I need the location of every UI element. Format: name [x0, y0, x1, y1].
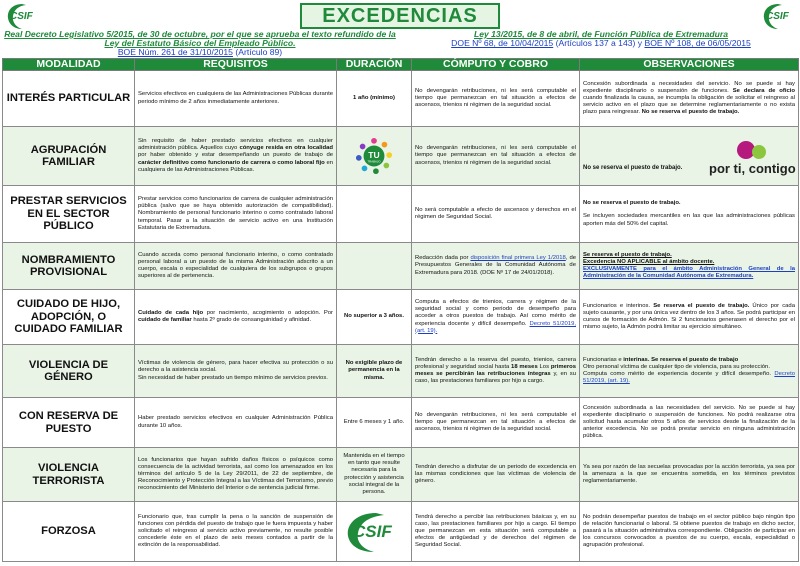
duracion-cell: [337, 502, 412, 562]
computo-cell: [412, 290, 580, 345]
document-title: EXCEDENCIAS: [322, 4, 478, 27]
requisitos-cell: Los funcionarios que hayan sufrido daños físicos o psíquicos como consecuencia de la actividad terrorista, así como los amenazados en los términos del artículo 5 de la Ley 29/2011, de 22 de septiembre, de Reconocimiento y Protección Integral a las Víctimas del Terrorismo, previo reconocimiento del Ministerio del Interior o de sentencia judicial firme.: [135, 448, 337, 502]
observaciones-cell: Ya sea por razón de las secuelas provocadas por la acción terrorista, ya sea por la amenaza a la que se encuentra sometida, en los términos previstos reglamentariamente.: [580, 448, 799, 502]
ley-link[interactable]: disposición final primera Ley 1/2018: [470, 255, 566, 262]
law-articles-regional: (Artículos 137 a 143) y: [555, 38, 643, 48]
computo-text: Los: [539, 363, 550, 370]
table-row: [3, 71, 799, 127]
column-header-computo: CÓMPUTO Y COBRO: [412, 59, 580, 71]
modalidad-cell: CON RESERVA DE PUESTO: [3, 398, 135, 448]
law-reference-regional: [404, 30, 798, 48]
req-text: hasta 2º grado de consanguinidad y afinidad.: [193, 317, 312, 323]
obs-text-blue: EXCLUSIVAMENTE para el ámbito Administración General de la Administración de la Comunidad Autónoma de Extremadura.: [583, 266, 795, 280]
obs-text: Concesión subordinada a necesidades del servicio. No se puede si hay expediente disciplinario o suspensión de funciones.: [583, 80, 795, 94]
modalidad-cell: VIOLENCIA DE GÉNERO: [3, 345, 135, 398]
csif-logo-right: [760, 2, 796, 30]
computo-cell: No devengarán retribuciones, ni les será computable el tiempo que permanezcan en tal situación a efectos de ascensos, trienios ni régimen de la seguridad social.: [412, 398, 580, 448]
computo-text: Redacción dada por: [415, 255, 469, 262]
decreto-link[interactable]: Decreto 51/2019, (art. 19).: [583, 371, 796, 385]
observaciones-cell: [580, 345, 799, 398]
column-header-duracion: DURACIÓN: [337, 59, 412, 71]
req-text: Sin necesidad de haber prestado un tiempo mínimo de servicios previos.: [138, 374, 328, 381]
modalidad-cell: VIOLENCIA TERRORISTA: [3, 448, 135, 502]
obs-text: Computa como mérito de experiencia docente y difícil desempeño.: [583, 371, 771, 377]
requisitos-cell: Haber prestado servicios efectivos en cualquier Administración Pública durante 10 años.: [135, 398, 337, 448]
observaciones-cell: [580, 186, 799, 243]
req-text: Por: [323, 309, 334, 316]
req-text-bold: carácter definitivo como funcionario de carrera o como laboral fijo: [138, 159, 325, 166]
computo-text: , de Presupuestos Generales de la Comunidad Autónoma de Extremadura para 2018. (DOE Nº 17 de 24/01/2018).: [415, 255, 577, 276]
table-row: [3, 186, 799, 243]
svg-text:TRABAJO: TRABAJO: [367, 159, 381, 164]
req-text: por haber obtenido y estar desempeñando un puesto de trabajo de: [138, 152, 333, 159]
law-article-state: (Artículo 89): [235, 47, 283, 57]
obs-text-bold: Se reserva el puesto de trabajo.: [583, 251, 672, 258]
svg-text:CSIF: CSIF: [10, 11, 33, 22]
obs-text-bold: No se reserva el puesto de trabajo.: [583, 165, 683, 171]
req-text: Víctimas de violencia de género, para hacer efectiva su protección o su derecho a la asistencia social.: [138, 360, 333, 374]
computo-cell: No será computable a efecto de ascensos y derechos en el régimen de Seguridad Social.: [412, 186, 580, 243]
obs-text: Concesión subordinada a las necesidades del servicio.: [583, 404, 736, 411]
excedencias-table: [2, 58, 799, 562]
document-title-box: [300, 3, 500, 29]
document-header: [0, 0, 800, 56]
obs-text-bold: No se reserva el puesto de trabajo.: [641, 109, 740, 116]
computo-text-bold: 18 meses: [511, 363, 538, 370]
requisitos-cell: Cuando acceda como personal funcionario interino, o como contratado personal laboral a un puesto de la misma Administración adscrito a un cuerpo, escala o especialidad de cualquiera de los subgrupos o grupos superiores al de pertenencia.: [135, 243, 337, 290]
obs-text: No se podrá prestar servicio en ninguna administración pública.: [583, 426, 795, 440]
obs-text-bold: Se reserva el puesto de trabajo.: [653, 302, 750, 309]
obs-text-bold: No se reserva el puesto de trabajo.: [583, 200, 681, 207]
svg-text:TU: TU: [368, 149, 380, 160]
obs-text: Se incluyen sociedades mercantiles en las que las administraciones públicas aporten más del 50% del capital.: [583, 213, 795, 227]
obs-text: cuando finalizada la causa, se incumpla la obligación de solicitar el reingreso al servicio activo en el plazo que se determine reglamentariamente o no exista plazo para reingresar.: [583, 94, 795, 116]
req-text-bold: cónyuge resida en otra localidad: [239, 145, 333, 152]
modalidad-cell: NOMBRAMIENTO PROVISIONAL: [3, 243, 135, 290]
requisitos-cell: Servicios efectivos en cualquiera de las Administraciones Públicas durante periodo mínimo de 2 años inmediatamente anteriores.: [135, 71, 337, 127]
column-header-requisitos: REQUISITOS: [135, 59, 337, 71]
observaciones-cell: [580, 290, 799, 345]
boe-link-state[interactable]: BOE Núm. 261 de 31/10/2015: [117, 47, 233, 57]
duracion-cell: Entre 6 meses y 1 año.: [337, 398, 412, 448]
observaciones-cell: [580, 243, 799, 290]
modalidad-cell: AGRUPACIÓN FAMILIAR: [3, 127, 135, 186]
modalidad-cell: FORZOSA: [3, 502, 135, 562]
obs-text-bold: Excedencia NO APLICABLE al ámbito docente.: [583, 258, 715, 265]
doe-link[interactable]: DOE Nº 68, de 10/04/2015: [451, 38, 554, 48]
computo-text: Tendrán derecho a la reserva del puesto, trienios, carrera profesional y seguridad social hasta: [415, 356, 576, 370]
table-row: [3, 290, 799, 345]
column-header-modalidad: MODALIDAD: [3, 59, 135, 71]
duracion-cell: [337, 243, 412, 290]
modalidad-cell: CUIDADO DE HIJO, ADOPCIÓN, O CUIDADO FAMILIAR: [3, 290, 135, 345]
column-header-observaciones: OBSERVACIONES: [580, 59, 799, 71]
observaciones-cell: No podrán desempeñar puestos de trabajo en el sector público bajo ningún tipo de relación funcionarial o laboral. Si obtiene puestos de trabajo en dicho sector, pasará a la situación administrativa correspondiente. Obligación de participar en los concursos convocados a puestos de su cuerpo, escala, especialidad o agrupación profesional.: [580, 502, 799, 562]
requisitos-cell: [135, 127, 337, 186]
duracion-cell: No exigible plazo de permanencia en la misma.: [337, 345, 412, 398]
computo-cell: Tendrá derecho a percibir las retribuciones básicas y, en su caso, las prestaciones familiares por hijo a cargo. El tiempo que permanezcan en esta situación será computable a efectos de antigüedad y de derechos del régimen de Seguridad Social.: [412, 502, 580, 562]
table-row: [3, 398, 799, 448]
req-text: Sin requisito de haber prestado servicios efectivos en cualquier administración pública. Aquellos cuyo: [138, 138, 333, 152]
obs-text-bold: Se declara de oficio: [732, 87, 795, 94]
obs-text: Funcionarios e interinos.: [583, 302, 651, 309]
obs-text: No se puede si hay expediente disciplinario o suspensión de funciones. No podrá realizarse otra solicitud hasta acumular otros 5 años de servicios desde la finalización de la anterior excedencia.: [583, 404, 795, 433]
obs-text-bold: interinas. Se reserva el puesto de trabajo: [623, 356, 739, 363]
observaciones-cell: [580, 71, 799, 127]
computo-cell: No devengarán retribuciones, ni les será computable el tiempo que permanezcan en tal situación a efectos de ascensos, trienios ni régimen de la seguridad social.: [412, 71, 580, 127]
req-text: por nacimiento, acogimiento o adopción.: [206, 309, 321, 316]
table-row: [3, 127, 799, 186]
law-reference-state: [2, 30, 398, 57]
computo-cell: No devengarán retribuciones, ni les será computable el tiempo que permanezcan en tal situación a efectos de ascensos, trienios ni régimen de la seguridad social.: [412, 127, 580, 186]
duracion-cell: No superior a 3 años.: [337, 290, 412, 345]
modalidad-cell: PRESTAR SERVICIOS EN EL SECTOR PÚBLICO: [3, 186, 135, 243]
tu-trabajo-logo: [355, 137, 393, 175]
svg-text:CSIF: CSIF: [766, 11, 789, 22]
table-row: [3, 345, 799, 398]
boe-link-regional[interactable]: BOE Nº 108, de 06/05/2015: [644, 38, 751, 48]
computo-text-bold: primeros meses se percibirán las retribuciones íntegras: [415, 363, 577, 377]
svg-text:CSIF: CSIF: [353, 521, 392, 541]
duracion-cell: [337, 127, 412, 186]
obs-text: Único por cada sujeto causante, y por una única vez dentro de los 3 años. Se podrá participar en cursos de formación de Admón. Si 2 funcionarios generasen el derecho por el mismo sujeto, la Admón podrá limitar su ejercicio simultáneo.: [583, 302, 795, 331]
por-ti-contigo-logo: [709, 140, 796, 176]
table-row: [3, 502, 799, 562]
table-row: [3, 243, 799, 290]
observaciones-cell: [580, 398, 799, 448]
computo-cell: Tendrán derecho a disfrutar de un periodo de excedencia en las mismas condiciones que las víctimas de violencia de género.: [412, 448, 580, 502]
requisitos-cell: Funcionario que, tras cumplir la pena o la sanción de suspensión de funciones con pérdida del puesto de trabajo que le fuera impuesta y haber solicitado el reingreso al servicio activo previamente, no resulte posible concederle éste en el plazo de seis meses contados a partir de la extinción de la responsabilidad.: [135, 502, 337, 562]
computo-cell: [412, 243, 580, 290]
requisitos-cell: [135, 345, 337, 398]
law-title-regional: Ley 13/2015, de 8 de abril, de Función Pública de Extremadura: [473, 29, 729, 39]
modalidad-cell: INTERÉS PARTICULAR: [3, 71, 135, 127]
obs-text: Otro personal víctima de cualquier tipo de violencia, para su protección.: [583, 363, 770, 370]
duracion-cell: [337, 186, 412, 243]
csif-logo-center: [340, 511, 410, 553]
table-header-row: [3, 59, 799, 71]
table-row: [3, 448, 799, 502]
speech-bubbles-icon: [732, 140, 772, 162]
duracion-cell: 1 año (mínimo): [337, 71, 412, 127]
computo-text: y, en su caso, las prestaciones familiares por hijo a cargo.: [415, 371, 576, 385]
slogan-text: por ti, contigo: [709, 161, 796, 176]
requisitos-cell: [135, 290, 337, 345]
req-text: en cualquiera de las Administraciones Públicas.: [138, 159, 333, 173]
computo-cell: [412, 345, 580, 398]
duracion-cell: Mantenida en el tiempo en tanto que resulte necesaria para la protección y asistencia social integral de la persona.: [337, 448, 412, 502]
csif-logo-left: [4, 2, 40, 30]
law-title-state: Real Decreto Legislativo 5/2015, de 30 de octubre, por el que se aprueba el texto refundido de la Ley del Estatuto Básico del Empleado Público.: [4, 29, 396, 48]
req-text-bold: cuidado de familiar: [138, 317, 192, 323]
requisitos-cell: Prestar servicios como funcionarios de carrera de cualquier administración pública (salvo que se haya obtenido autorización de compatibilidad). Nombramiento de personal funcionario interino o como contratado laboral temporal. Pasar a la situación de servicio activo en una Institución Estatutaria de Extremadura.: [135, 186, 337, 243]
observaciones-cell: [580, 127, 799, 186]
req-text-bold: Cuidado de cada hijo: [138, 309, 204, 316]
computo-text: Computa a efectos de trienios, carrera y régimen de la seguridad social y como periodo de desempeño para acceder a otros puestos de trabajo. Así como mérito de experiencia docente y difícil desempeño.: [415, 299, 576, 327]
obs-text: Funcionarias e: [583, 356, 622, 363]
decreto-link[interactable]: Decreto 51/2019, (art. 19).: [415, 320, 576, 334]
